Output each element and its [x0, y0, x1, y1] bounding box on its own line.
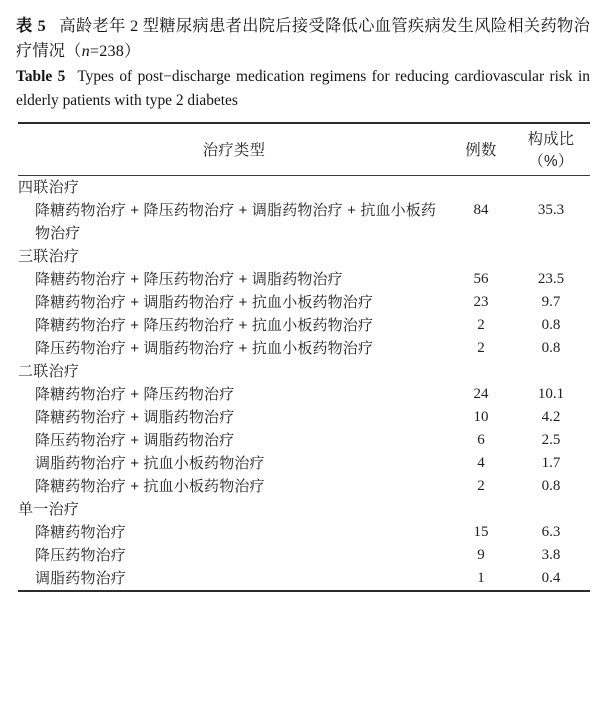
percentage-cell: 0.8 [541, 317, 561, 333]
chinese-table-label: 表 5 [16, 17, 47, 35]
table-group-row [18, 245, 590, 268]
english-table-label: Table 5 [16, 68, 66, 85]
sample-size-symbol: n [81, 42, 90, 60]
case-count-cell: 1 [450, 567, 512, 591]
treatment-type-cell: 降糖药物治疗 [35, 524, 126, 541]
table-group-row [18, 498, 590, 521]
treatment-type-cell: 调脂药物治疗 [18, 567, 450, 591]
treatment-type-cell: 降糖药物治疗 + 调脂药物治疗 [35, 409, 235, 426]
percentage-cell [512, 176, 590, 200]
table-row [18, 521, 590, 544]
treatment-type-cell: 降糖药物治疗 + 抗血小板药物治疗 [35, 478, 265, 495]
table-row [18, 268, 590, 291]
table-body [18, 176, 590, 592]
treatment-type-cell: 降糖药物治疗 + 降压药物治疗 + 抗血小板药物治疗 [35, 317, 374, 334]
percentage-cell: 4.2 [541, 409, 561, 425]
group-label: 二联治疗 [18, 363, 80, 380]
column-header-treatment-type: 治疗类型 [18, 123, 450, 176]
case-count-cell: 6 [477, 432, 485, 448]
table-row [18, 406, 590, 429]
case-count-cell: 2 [477, 478, 485, 494]
group-label: 四联治疗 [18, 179, 80, 196]
case-count-cell: 15 [473, 524, 489, 540]
case-count-cell [450, 245, 512, 268]
table-container [18, 122, 590, 592]
percentage-cell: 6.3 [541, 524, 561, 540]
case-count-cell: 56 [473, 271, 489, 287]
treatment-type-cell: 降压药物治疗 + 调脂药物治疗 + 抗血小板药物治疗 [35, 340, 374, 357]
chinese-caption-text-2: =238） [89, 42, 141, 60]
table-row [18, 314, 590, 337]
percentage-cell: 1.7 [541, 455, 561, 471]
group-label: 单一治疗 [18, 501, 80, 518]
table-row [18, 429, 590, 452]
table-row [18, 475, 590, 498]
percentage-cell [512, 360, 590, 383]
header-row [18, 123, 590, 176]
percentage-cell [512, 498, 590, 521]
table-group-row [18, 176, 590, 200]
chinese-caption [16, 14, 590, 64]
percentage-cell: 35.3 [537, 202, 565, 218]
case-count-cell: 10 [473, 409, 489, 425]
chinese-caption-text-1: 高龄老年 2 型糖尿病患者出院后接受降低心血管疾病发生风险相关药物治疗情况（ [16, 17, 590, 60]
percentage-cell [512, 245, 590, 268]
column-header-percentage: 构成比（%） [512, 123, 590, 176]
percentage-cell: 2.5 [541, 432, 561, 448]
medication-regimen-table [18, 122, 590, 592]
percentage-cell: 9.7 [541, 294, 561, 310]
treatment-type-cell: 降压药物治疗 + 调脂药物治疗 [35, 432, 235, 449]
table-row [18, 383, 590, 406]
treatment-type-cell: 降糖药物治疗 + 降压药物治疗 [35, 386, 235, 403]
percentage-cell: 0.8 [541, 478, 561, 494]
column-header-case-count: 例数 [450, 123, 512, 176]
treatment-type-cell: 调脂药物治疗 + 抗血小板药物治疗 [35, 455, 265, 472]
treatment-type-cell: 降糖药物治疗 + 调脂药物治疗 + 抗血小板药物治疗 [35, 294, 374, 311]
case-count-cell: 84 [473, 202, 489, 218]
case-count-cell: 2 [477, 317, 485, 333]
percentage-cell: 0.4 [512, 567, 590, 591]
treatment-type-cell: 降糖药物治疗 + 降压药物治疗 + 调脂药物治疗 + 抗血小板药物治疗 [35, 202, 437, 242]
english-caption-text: Types of post−discharge medication regimens for reducing cardiovascular risk in elderly patients with type 2 diabetes [16, 68, 590, 109]
percentage-cell: 10.1 [537, 386, 565, 402]
table-group-row [18, 360, 590, 383]
percentage-cell: 3.8 [541, 547, 561, 563]
table-row [18, 291, 590, 314]
table-row [18, 199, 590, 245]
table-row [18, 544, 590, 567]
case-count-cell [450, 360, 512, 383]
table-row [18, 452, 590, 475]
treatment-type-cell: 降压药物治疗 [35, 547, 126, 564]
case-count-cell [450, 176, 512, 200]
table-row [18, 337, 590, 360]
table-row [18, 567, 590, 591]
caption-block [16, 0, 590, 113]
treatment-type-cell: 降糖药物治疗 + 降压药物治疗 + 调脂药物治疗 [35, 271, 343, 288]
group-label: 三联治疗 [18, 248, 80, 265]
english-caption [16, 65, 590, 113]
case-count-cell: 23 [473, 294, 489, 310]
table-header [18, 123, 590, 176]
percentage-cell: 23.5 [537, 271, 565, 287]
case-count-cell: 9 [477, 547, 485, 563]
percentage-cell: 0.8 [541, 340, 561, 356]
case-count-cell: 2 [477, 340, 485, 356]
case-count-cell [450, 498, 512, 521]
case-count-cell: 4 [477, 455, 485, 471]
case-count-cell: 24 [473, 386, 489, 402]
